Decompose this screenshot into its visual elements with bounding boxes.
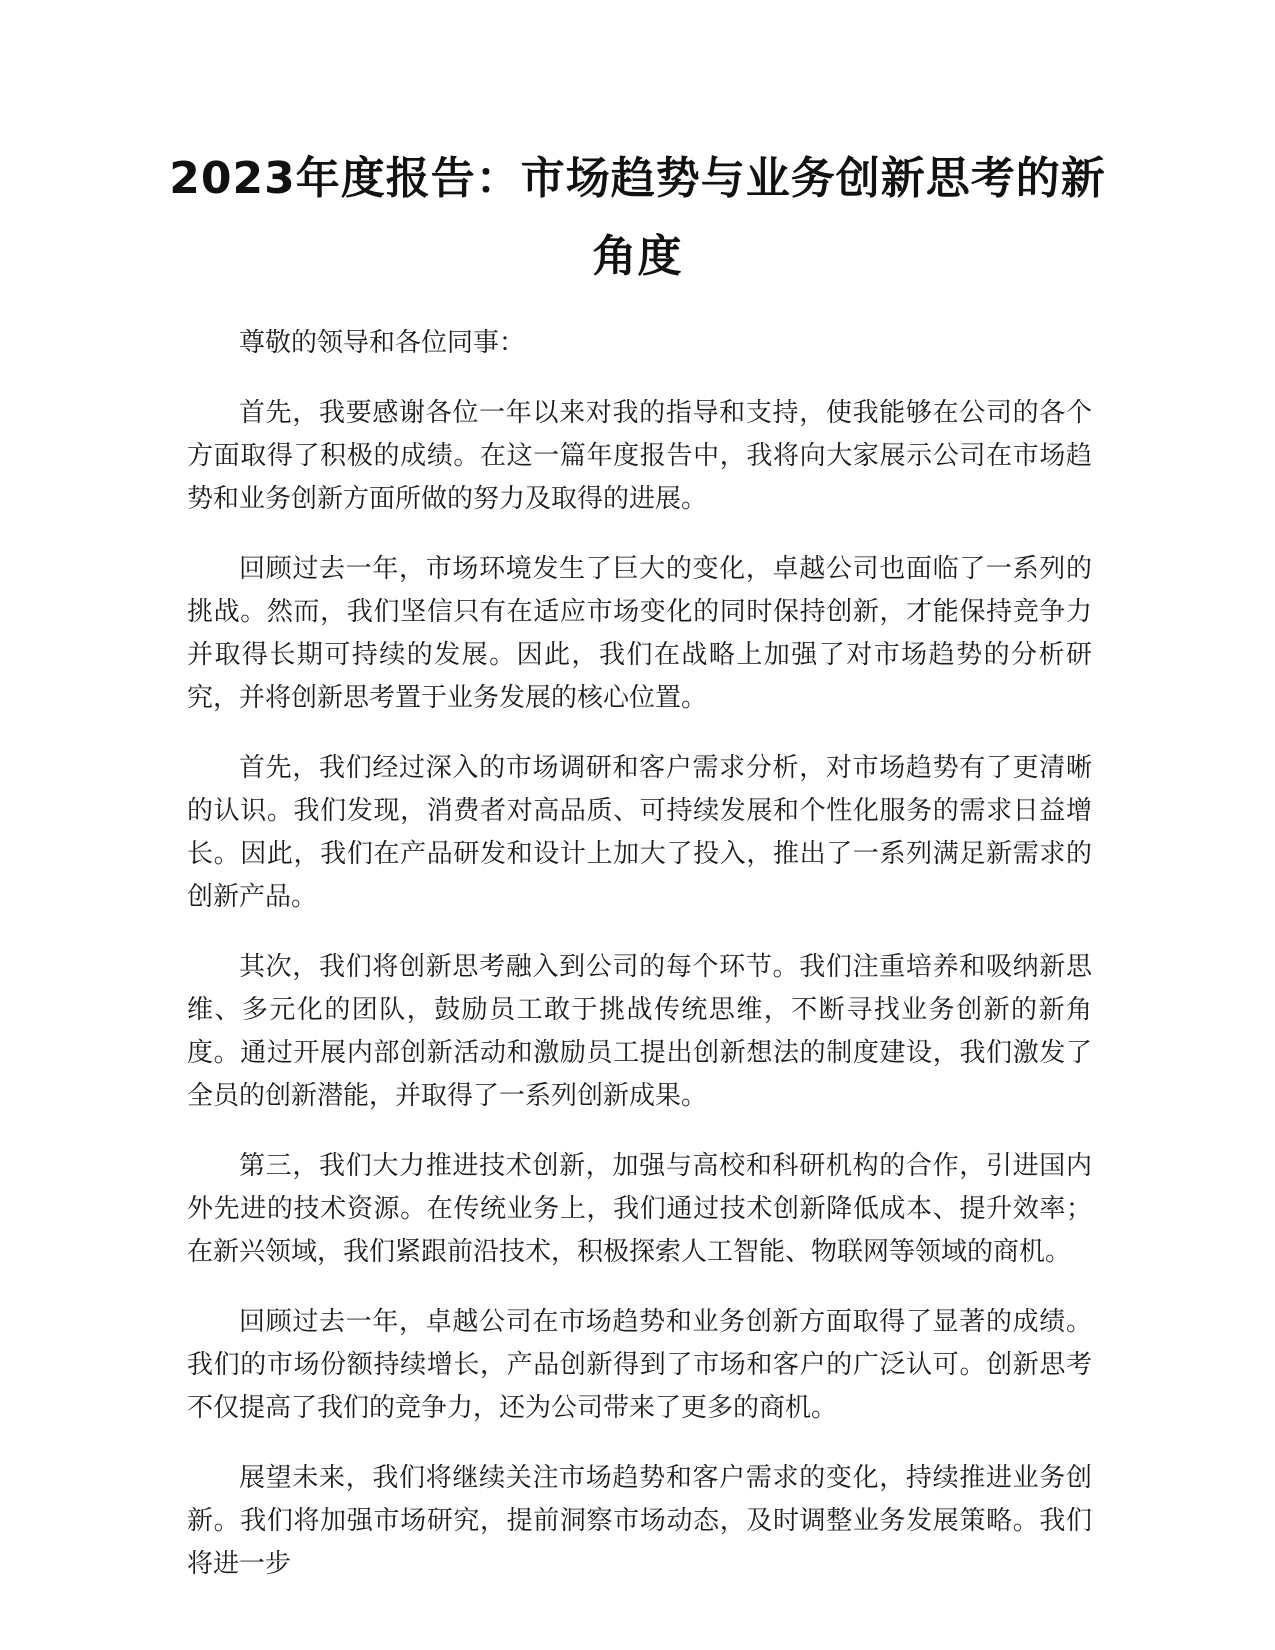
paragraph: 第三，我们大力推进技术创新，加强与高校和科研机构的合作，引进国内外先进的技术资源。在传统业务上，我们通过技术创新降低成本、提升效率；在新兴领域，我们紧跟前沿技术，积极探索人工智能、物联网等领域的商机。 [187,1151,1092,1267]
paragraph: 其次，我们将创新思考融入到公司的每个环节。我们注重培养和吸纳新思维、多元化的团队，鼓励员工敢于挑战传统思维，不断寻找业务创新的新角度。通过开展内部创新活动和激励员工提出创新想法的制度建设，我们激发了全员的创新潜能，并取得了一系列创新成果。 [187,952,1092,1111]
document-title: 2023年度报告：市场趋势与业务创新思考的新角度 [169,153,1106,282]
paragraph: 展望未来，我们将继续关注市场趋势和客户需求的变化，持续推进业务创新。我们将加强市场研究，提前洞察市场动态，及时调整业务发展策略。我们将进一步 [187,1463,1092,1579]
paragraph: 首先，我要感谢各位一年以来对我的指导和支持，使我能够在公司的各个方面取得了积极的成绩。在这一篇年度报告中，我将向大家展示公司在市场趋势和业务创新方面所做的努力及取得的进展。 [187,398,1092,514]
salutation: 尊敬的领导和各位同事： [239,328,526,358]
paragraph: 回顾过去一年，市场环境发生了巨大的变化，卓越公司也面临了一系列的挑战。然而，我们坚信只有在适应市场变化的同时保持创新，才能保持竞争力并取得长期可持续的发展。因此，我们在战略上加强了对市场趋势的分析研究，并将创新思考置于业务发展的核心位置。 [187,554,1092,713]
paragraph: 首先，我们经过深入的市场调研和客户需求分析，对市场趋势有了更清晰的认识。我们发现，消费者对高品质、可持续发展和个性化服务的需求日益增长。因此，我们在产品研发和设计上加大了投入，推出了一系列满足新需求的创新产品。 [187,753,1092,912]
document-body [187,322,1092,1613]
paragraph: 回顾过去一年，卓越公司在市场趋势和业务创新方面取得了显著的成绩。我们的市场份额持续增长，产品创新得到了市场和客户的广泛认可。创新思考不仅提高了我们的竞争力，还为公司带来了更多的商机。 [187,1307,1092,1423]
